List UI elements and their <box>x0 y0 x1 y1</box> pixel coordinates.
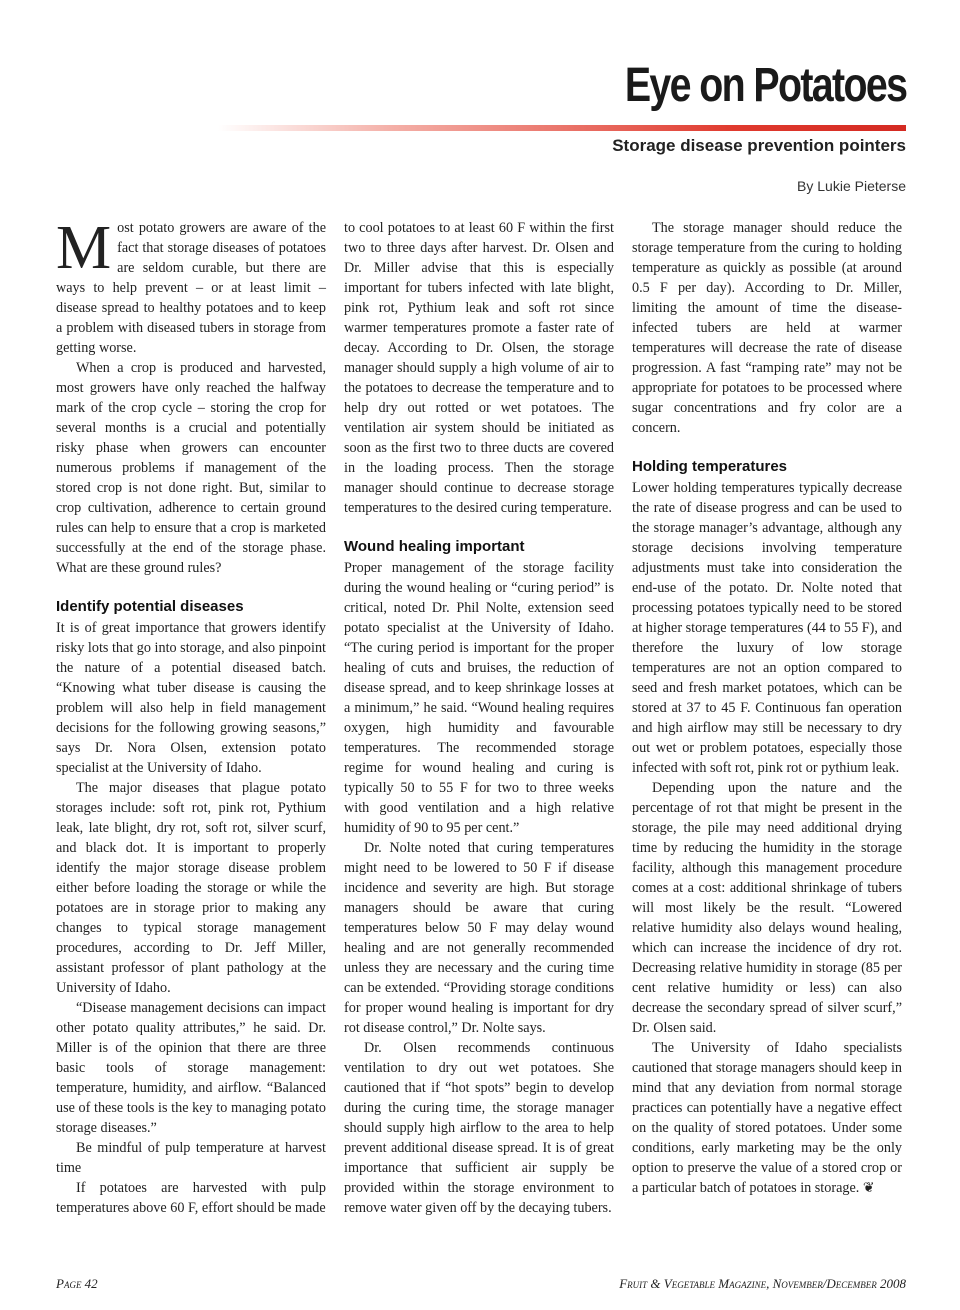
paragraph: Be mindful of pulp temperature at harvest time <box>56 1140 326 1176</box>
article-subtitle: Storage disease prevention pointers <box>612 136 906 155</box>
paragraph: The major diseases that plague potato storages include: soft rot, pink rot, Pythium leak, late blight, dry rot, soft rot, silver scurf, and black dot. It is important to properly identify the major storage disease problem either before loading the storage or while the potatoes are in storage prior to making any changes to typical storage management procedures, according to Dr. Jeff Miller, assistant professor of plant pathology at the University of Idaho. <box>56 780 326 996</box>
paragraph: It is of great importance that growers identify risky lots that go into storage, and also pinpoint the nature of a potential diseased batch. “Knowing what tuber disease is causing the problem will also help in field management decisions for the following growing seasons,” says Dr. Nora Olsen, extension potato specialist at the University of Idaho. <box>56 620 326 776</box>
paragraph: to cool potatoes to at least 60 F within the first two to three days after harvest. Dr. Olsen and Dr. Miller advise that this is especially important for tubers infected with late blight, pink rot, Pythium leak and soft rot since warmer temperatures promote a faster rate of decay. According to Dr. Olsen, the storage manager should supply a high volume of air to the potatoes to decrease the temperature and to help dry out rotted or wet potatoes. The ventilation air system should be initiated as soon as the first two to three ducts are covered in the loading process. Then the storage manager should continue to decrease storage temperatures to the desired curing temperature. <box>344 220 614 516</box>
section-heading: Wound healing important <box>344 538 525 555</box>
article-title: Eye on Potatoes <box>624 59 906 112</box>
byline: By Lukie Pieterse <box>797 178 906 194</box>
paragraph: Most potato growers are aware of the fact that storage diseases of potatoes are seldom curable, but there are ways to help prevent – or at least limit – disease spread to healthy potatoes and to keep a problem with diseased tubers in storage from getting worse. <box>56 214 326 356</box>
paragraph: Dr. Olsen recommends continuous ventilation to dry out wet potatoes. She cautioned that if “hot spots” begin to develop during the curing time, the storage manager should supply high airflow to the area to help prevent additional disease spread. It is of great importance that sufficient air supply be provided within the storage environment to remove water given off by the decaying tubers. <box>344 1040 614 1216</box>
column-2 <box>344 218 614 1218</box>
paragraph: The storage manager should reduce the storage temperature from the curing to holding temperature as quickly as possible (at around 0.5 F per day). According to Dr. Miller, limiting the amount of time the disease-infected tubers are held at warmer temperatures will decrease the rate of disease progression. A fast “ramping rate” may not be appropriate for potatoes to be processed where sugar concentrations and fry color are a concern. <box>632 220 902 436</box>
section-heading: Identify potential diseases <box>56 598 244 615</box>
paragraph: Depending upon the nature and the percentage of rot that might be present in the storage, the pile may need additional drying time by reducing the humidity in the storage facility, although this management procedure comes at a cost: additional shrinkage of tubers will most likely be the result. “Lowered relative humidity also delays wound healing, which can increase the incidence of dry rot. Decreasing relative humidity in storage (85 per cent relative humidity or less) can also decrease the secondary spread of silver scurf,” Dr. Olsen said. <box>632 780 902 1036</box>
section-heading: Holding temperatures <box>632 458 788 475</box>
column-1 <box>56 214 326 1218</box>
paragraph: When a crop is produced and harvested, most growers have only reached the halfway mark of the crop cycle – storing the crop for several months is a crucial and potentially risky phase when growers can encounter numerous problems if management of the stored crop is not done right. But, similar to crop cultivation, adherence to certain ground rules can help to ensure that a crop is marketed successfully at the end of the storage phase. What are these ground rules? <box>56 360 326 576</box>
drop-cap: M <box>56 214 112 282</box>
page-number: Page 42 <box>56 1276 98 1291</box>
paragraph: Dr. Nolte noted that curing temperatures might need to be lowered to 50 F if disease incidence and severity are high. But storage managers should be aware that curing temperatures below 50 F may delay wound healing and are not generally recommended unless they are necessary and the curing time can be extended. “Providing storage conditions for proper wound healing is important for dry rot disease control,” Dr. Nolte says. <box>344 840 614 1036</box>
paragraph: If potatoes are harvested with pulp temperatures above 60 F, effort should be made <box>56 1180 326 1216</box>
paragraph: Lower holding temperatures typically decrease the rate of disease progress and can be used to the storage manager’s advantage, although any storage decisions involving temperature adjustments must take into consideration the end-use of the potato. Dr. Nolte noted that processing potatoes typically need to be stored at higher storage temperatures (44 to 55 F), and therefore the luxury of low storage temperatures are not an option compared to seed and fresh market potatoes, which can be stored at 37 to 45 F. Continuous fan operation and high airflow may still be necessary to dry out wet or problem potatoes, especially those infected with soft rot, pink rot or pythium leak. <box>632 480 902 776</box>
paragraph: Proper management of the storage facility during the wound healing or “curing period” is critical, noted Dr. Phil Nolte, extension seed potato specialist at the University of Idaho. “The curing period is important for the proper healing of cuts and bruises, the reduction of disease spread, and to keep shrinkage losses at a minimum,” he said. “Wound healing requires oxygen, high humidity and favourable temperatures. The recommended storage regime for wound healing and curing is typically 50 to 55 F for two to three weeks with good ventilation and a high relative humidity of 90 to 95 per cent.” <box>344 560 614 836</box>
column-3 <box>632 218 902 1198</box>
paragraph: The University of Idaho specialists cautioned that storage managers should keep in mind that any deviation from normal storage practices can potentially have a negative effect on the quality of stored potatoes. Under some conditions, early marketing may be the only option to preserve the value of a stored crop or a particular batch of potatoes in storage. ❦ <box>632 1040 902 1196</box>
title-rule <box>218 125 906 131</box>
paragraph: “Disease management decisions can impact other potato quality attributes,” he said. Dr. Miller is of the opinion that there are three basic tools of storage management: temperature, humidity, and airflow. “Balanced use of these tools is the key to managing potato storage diseases.” <box>56 1000 326 1136</box>
magazine-footer: Fruit & Vegetable Magazine, November/December 2008 <box>619 1276 906 1291</box>
